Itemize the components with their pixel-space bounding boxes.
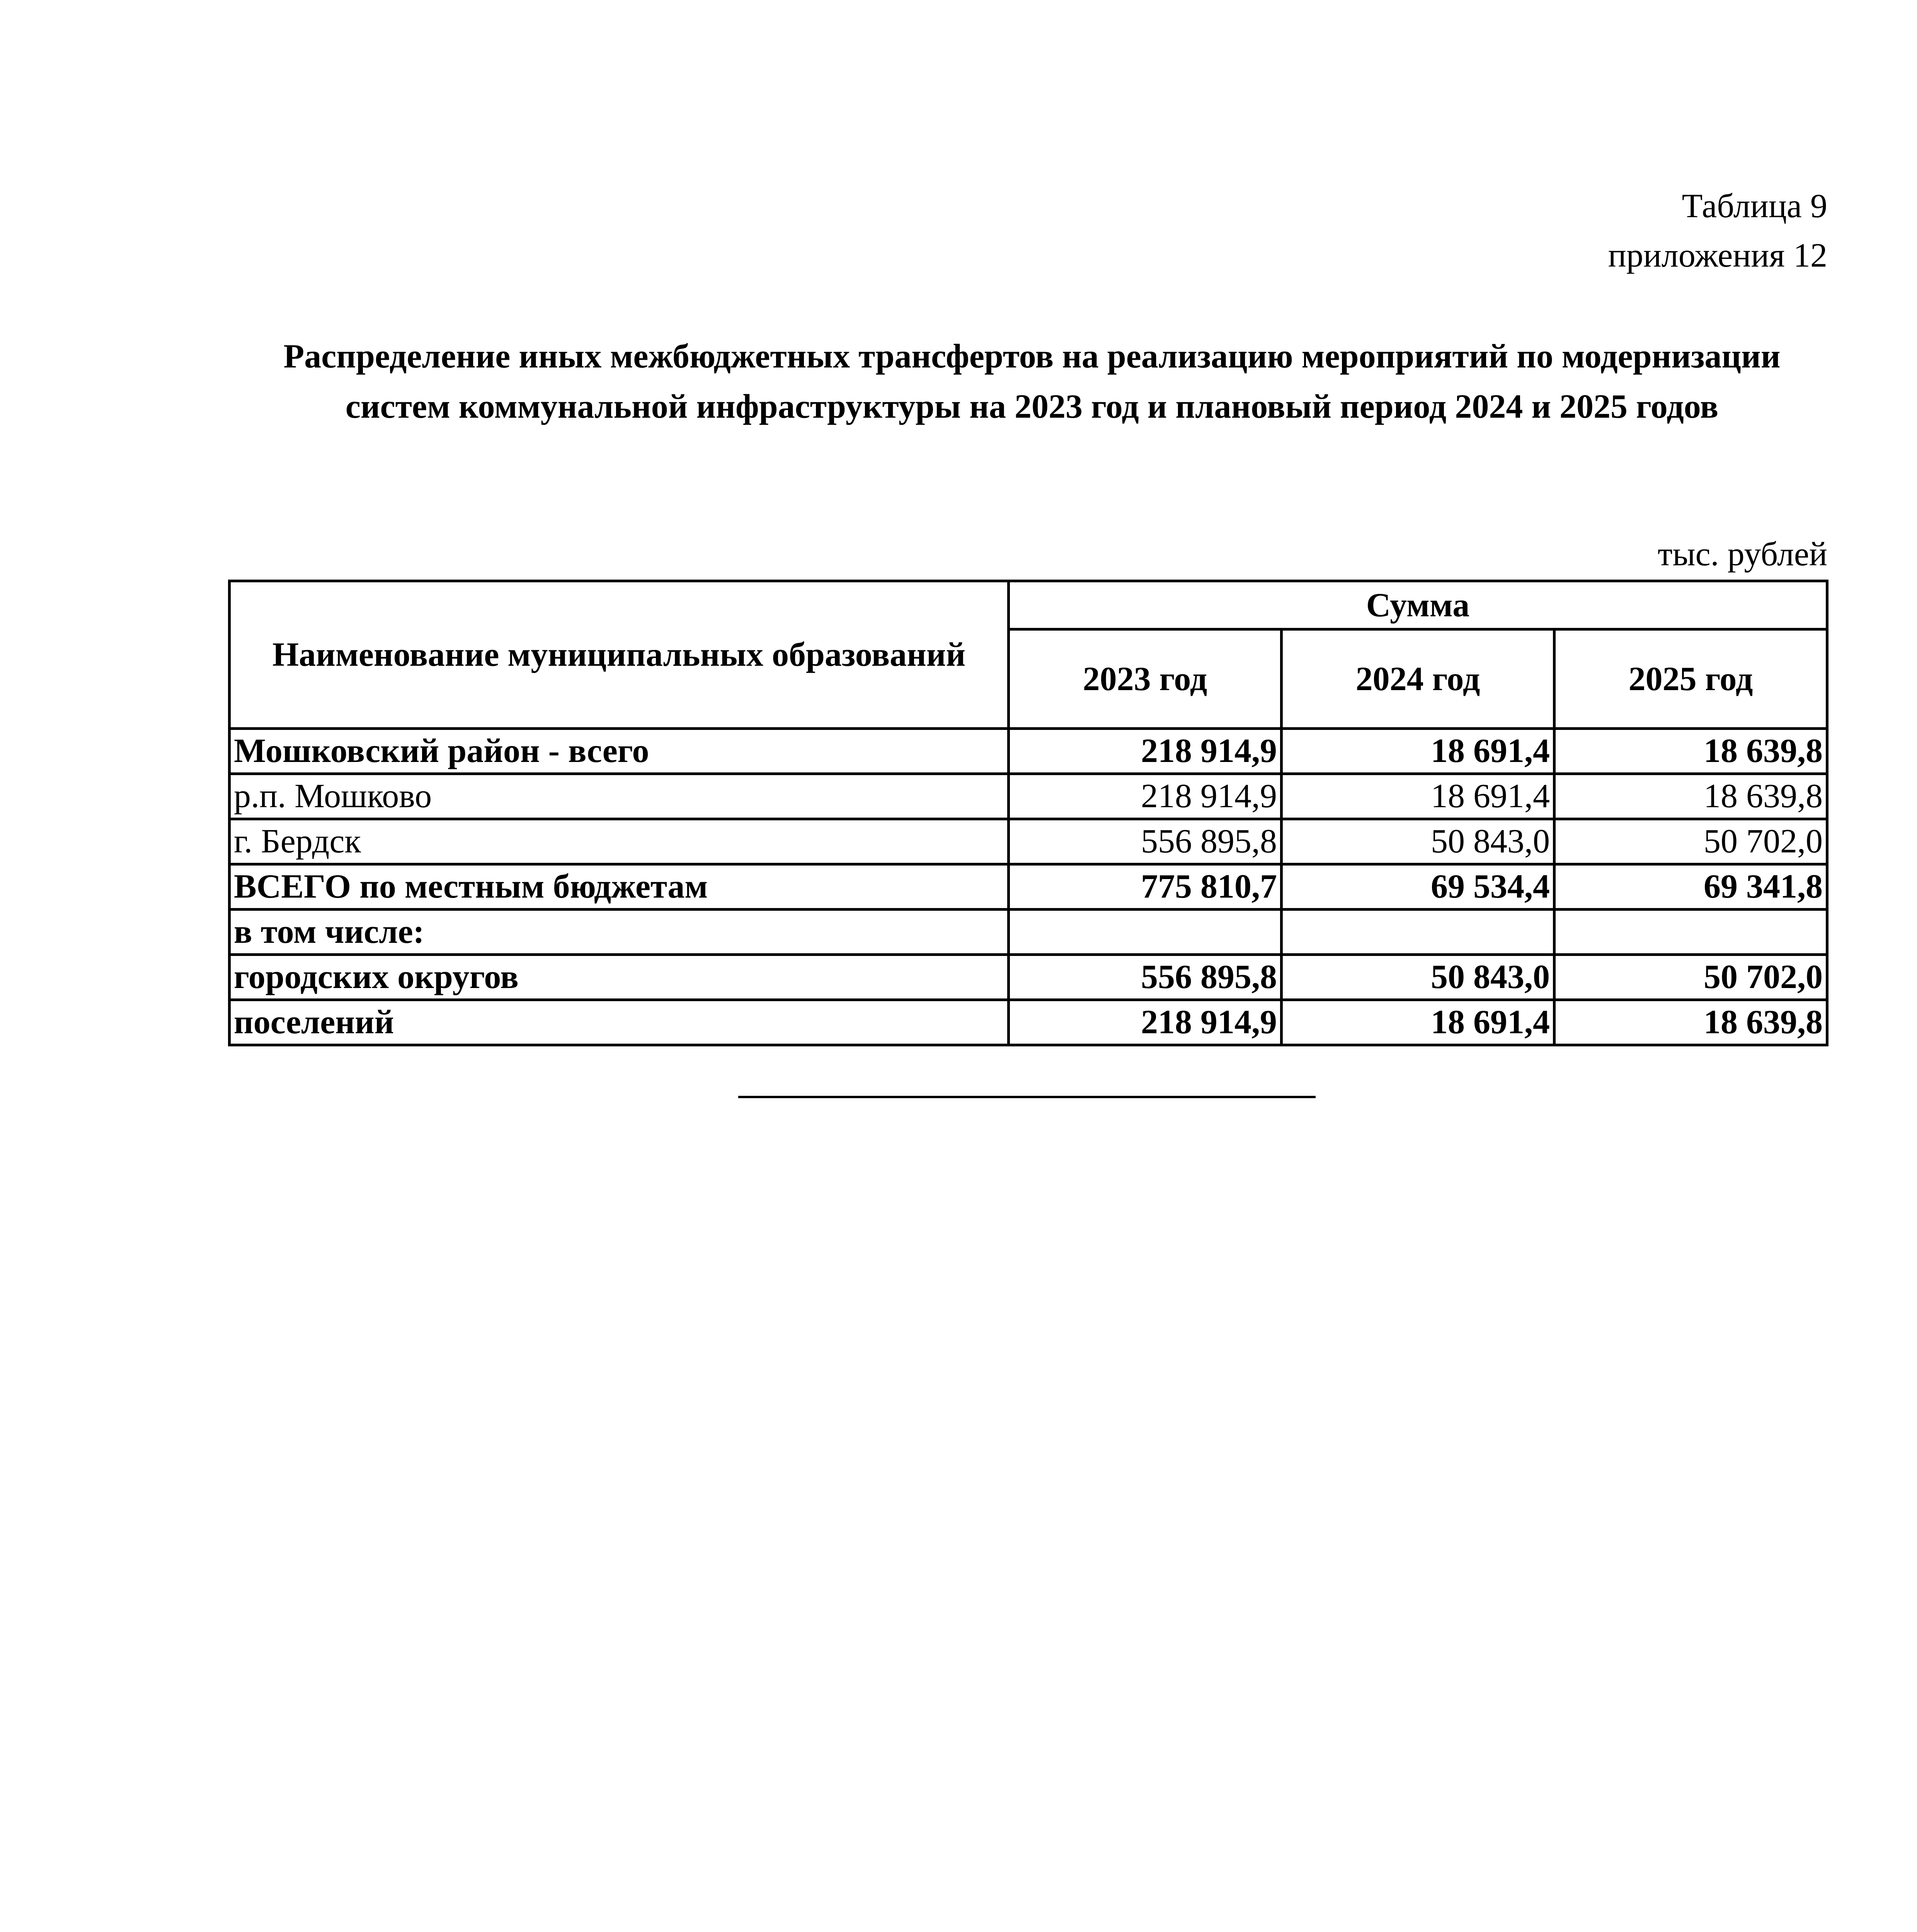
header-year-2024: 2024 год <box>1282 629 1554 729</box>
row-value-2024: 50 843,0 <box>1282 819 1554 864</box>
document-title: Распределение иных межбюджетных трансфертов на реализацию мероприятий по модернизации систем коммунальной инфраструктуры на 2023 год и плановый период 2024 и 2025 годов <box>283 338 1781 425</box>
row-value-2023: 218 914,9 <box>1009 1000 1282 1045</box>
table-row <box>230 729 1827 774</box>
row-name: Мошковский район - всего <box>230 729 1009 774</box>
row-name: поселений <box>230 1000 1009 1045</box>
header-year-2023: 2023 год <box>1009 629 1282 729</box>
row-name: р.п. Мошково <box>230 774 1009 819</box>
row-value-2024: 18 691,4 <box>1282 1000 1554 1045</box>
row-name: городских округов <box>230 955 1009 1000</box>
header-municipality-name: Наименование муниципальных образований <box>230 581 1009 729</box>
table-row <box>230 955 1827 1000</box>
row-value-2025: 18 639,8 <box>1554 729 1827 774</box>
row-value-2023: 775 810,7 <box>1009 864 1282 910</box>
row-name: в том числе: <box>230 910 1009 955</box>
row-value-2025: 69 341,8 <box>1554 864 1827 910</box>
row-value-2025: 18 639,8 <box>1554 774 1827 819</box>
row-value-2024: 18 691,4 <box>1282 729 1554 774</box>
table-header-row <box>230 581 1827 629</box>
table-row <box>230 819 1827 864</box>
row-value-2024 <box>1282 910 1554 955</box>
row-value-2023: 556 895,8 <box>1009 819 1282 864</box>
end-divider <box>738 1096 1316 1098</box>
row-value-2023: 218 914,9 <box>1009 729 1282 774</box>
row-value-2024: 69 534,4 <box>1282 864 1554 910</box>
row-name: г. Бердск <box>230 819 1009 864</box>
table-row <box>230 864 1827 910</box>
row-value-2025: 50 702,0 <box>1554 819 1827 864</box>
table-row <box>230 774 1827 819</box>
units-label: тыс. рублей <box>1658 536 1827 573</box>
table-row <box>230 910 1827 955</box>
row-value-2023: 218 914,9 <box>1009 774 1282 819</box>
row-value-2023 <box>1009 910 1282 955</box>
appendix-label: приложения 12 <box>1608 237 1827 274</box>
table-number-label: Таблица 9 <box>1682 187 1827 225</box>
row-value-2023: 556 895,8 <box>1009 955 1282 1000</box>
table-number-block <box>1608 182 1827 281</box>
header-year-2025: 2025 год <box>1554 629 1827 729</box>
row-value-2025 <box>1554 910 1827 955</box>
table-row <box>230 1000 1827 1045</box>
row-value-2025: 50 702,0 <box>1554 955 1827 1000</box>
row-value-2025: 18 639,8 <box>1554 1000 1827 1045</box>
transfers-table <box>228 580 1828 1046</box>
row-value-2024: 50 843,0 <box>1282 955 1554 1000</box>
row-name: ВСЕГО по местным бюджетам <box>230 864 1009 910</box>
row-value-2024: 18 691,4 <box>1282 774 1554 819</box>
header-sum: Сумма <box>1009 581 1827 629</box>
